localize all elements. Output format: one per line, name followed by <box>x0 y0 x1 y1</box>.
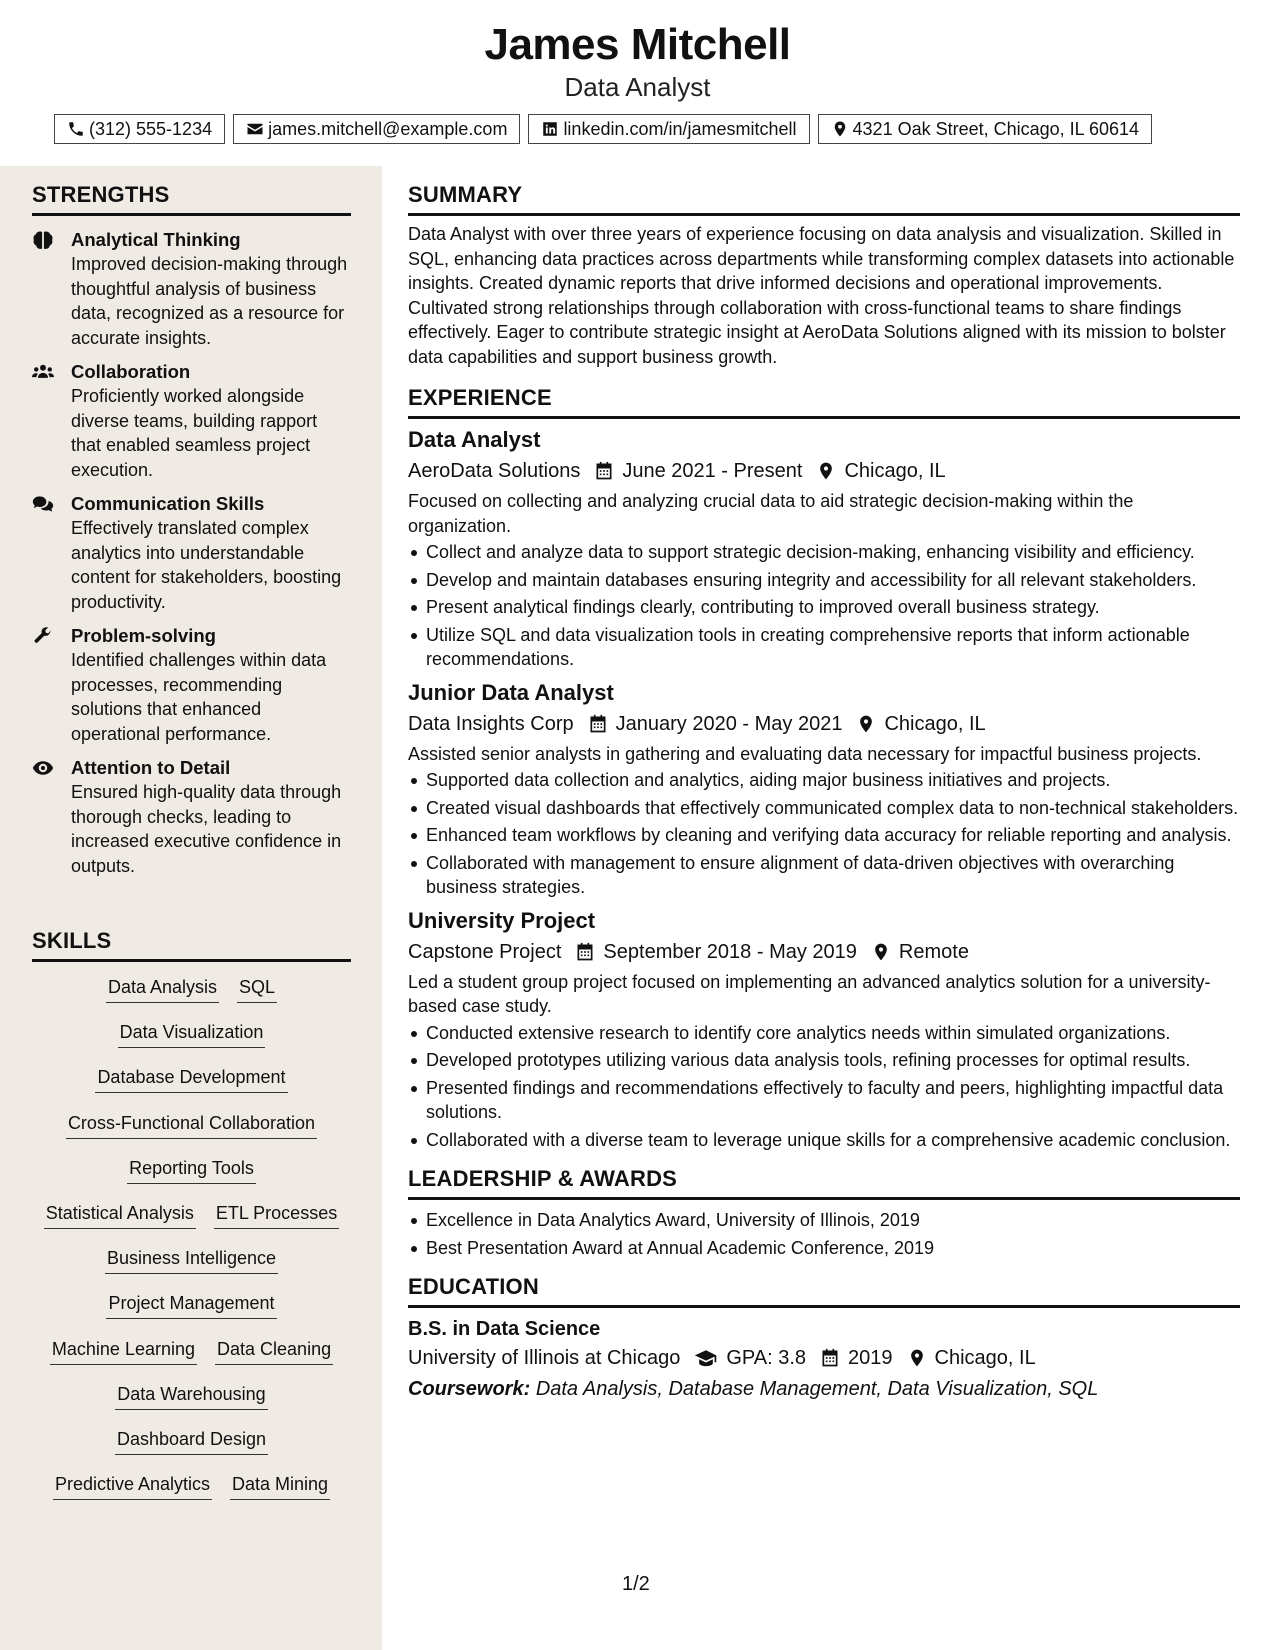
map-pin-icon <box>871 942 891 962</box>
strength-description: Identified challenges within data processes, recommending solutions that enhanced operational performance. <box>71 650 327 744</box>
strength-description: Proficiently worked alongside diverse teams, building rapport that enabled seamless project execution. <box>71 386 318 480</box>
skill-tag: ETL Processes <box>214 1202 339 1229</box>
job-summary: Assisted senior analysts in gathering and evaluating data necessary for impactful business projects. <box>408 743 1202 764</box>
strength-item <box>32 228 351 350</box>
strength-title: Problem-solving <box>71 625 216 646</box>
job-bullet: Created visual dashboards that effectively communicated complex data to non-technical stakeholders. <box>408 796 1240 821</box>
contact-linkedin[interactable] <box>528 114 809 144</box>
map-pin-icon <box>856 714 876 734</box>
candidate-name: James Mitchell <box>484 20 791 69</box>
degree: B.S. in Data Science <box>408 1318 601 1340</box>
job-dates: January 2020 - May 2021 <box>615 712 843 735</box>
skill-tag: Data Visualization <box>118 1021 266 1048</box>
job-bullet: Utilize SQL and data visualization tools in creating comprehensive reports that inform actionable recommendations. <box>408 623 1240 672</box>
job-location: Remote <box>898 940 969 963</box>
strength-title: Attention to Detail <box>71 757 231 778</box>
skills-heading: SKILLS <box>32 928 351 962</box>
job-meta <box>408 708 1240 740</box>
strength-item <box>32 624 351 746</box>
skills-section <box>32 928 351 1518</box>
education-meta <box>408 1342 1240 1374</box>
strength-description: Effectively translated complex analytics into understandable content for stakeholders, boosting productivity. <box>71 518 342 612</box>
contact-email-text: james.mitchell@example.com <box>268 118 508 139</box>
strength-description: Improved decision-making through thoughtful analysis of business data, recognized as a resource for accurate insights. <box>71 254 348 348</box>
education-heading: EDUCATION <box>408 1274 1240 1308</box>
job-summary: Focused on collecting and analyzing crucial data to aid strategic decision-making within the organization. <box>408 491 1134 536</box>
gpa: GPA: 3.8 <box>726 1347 807 1369</box>
skills-list <box>32 976 351 1518</box>
map-pin-icon <box>816 461 836 481</box>
candidate-role: Data Analyst <box>564 72 711 102</box>
job-bullet: Supported data collection and analytics, aiding major business initiatives and projects. <box>408 768 1240 793</box>
job-meta <box>408 936 1240 968</box>
job-bullet: Enhanced team workflows by cleaning and verifying data accuracy for reliable reporting and analysis. <box>408 823 1240 848</box>
skill-tag: Data Cleaning <box>215 1338 333 1365</box>
job-bullet: Developed prototypes utilizing various data analysis tools, refining processes for optimal results. <box>408 1048 1240 1073</box>
skill-tag: Machine Learning <box>50 1338 197 1365</box>
main-column <box>408 166 1240 1404</box>
linkedin-icon <box>541 120 559 138</box>
strength-title: Analytical Thinking <box>71 229 241 250</box>
calendar-icon <box>575 942 595 962</box>
skill-tag: Data Warehousing <box>115 1383 267 1410</box>
coursework <box>408 1374 1240 1404</box>
coursework-label: Coursework: <box>408 1378 531 1400</box>
strengths-section <box>32 182 351 878</box>
map-pin-icon <box>907 1348 927 1368</box>
award-item: Excellence in Data Analytics Award, University of Illinois, 2019 <box>408 1208 1240 1233</box>
strength-item <box>32 360 351 482</box>
strength-description: Ensured high-quality data through thorough checks, leading to increased executive confidence in outputs. <box>71 782 342 876</box>
skill-row <box>32 1338 351 1383</box>
job-bullet: Develop and maintain databases ensuring integrity and accessibility for all relevant stakeholders. <box>408 568 1240 593</box>
skill-row <box>32 1383 351 1428</box>
coursework-list: Data Analysis, Database Management, Data Visualization, SQL <box>535 1378 1099 1400</box>
job-title: Data Analyst <box>408 427 541 452</box>
job-title: University Project <box>408 907 596 933</box>
education-entry <box>408 1316 1240 1404</box>
job-company: Capstone Project <box>408 940 562 963</box>
skill-row <box>32 1112 351 1157</box>
job-bullet: Present analytical findings clearly, contributing to improved overall business strategy. <box>408 595 1240 620</box>
job-title: Junior Data Analyst <box>408 679 614 705</box>
skill-tag: Business Intelligence <box>105 1247 278 1274</box>
summary-heading: SUMMARY <box>408 182 1240 216</box>
map-pin-icon <box>831 120 849 138</box>
graduation-year: 2019 <box>848 1347 893 1369</box>
contact-address[interactable] <box>818 114 1153 144</box>
job-bullet: Collaborated with management to ensure alignment of data-driven objectives with overarching business strategies. <box>408 851 1240 900</box>
resume-header <box>0 0 1275 166</box>
contact-linkedin-text: linkedin.com/in/jamesmitchell <box>563 118 797 139</box>
skill-row <box>32 1292 351 1337</box>
skill-row <box>32 1247 351 1292</box>
job-meta <box>408 455 1240 487</box>
calendar-icon <box>820 1348 840 1368</box>
strength-item <box>32 492 351 614</box>
skill-tag: Database Development <box>95 1066 287 1093</box>
phone-icon <box>67 120 85 138</box>
job-dates: September 2018 - May 2019 <box>603 940 857 963</box>
skill-row <box>32 1473 351 1518</box>
graduation-cap-icon <box>694 1348 718 1368</box>
skill-row <box>32 1202 351 1247</box>
skill-tag: Predictive Analytics <box>53 1473 212 1500</box>
job-entry <box>408 906 1240 1153</box>
experience-heading: EXPERIENCE <box>408 385 1240 419</box>
job-bullets <box>408 1021 1240 1153</box>
users-icon <box>32 362 56 382</box>
awards-heading: LEADERSHIP & AWARDS <box>408 1166 1240 1200</box>
eye-icon <box>32 758 56 778</box>
job-company: Data Insights Corp <box>408 712 574 735</box>
summary-text: Data Analyst with over three years of experience focusing on data analysis and visualization. Skilled in SQL, enhancing data practices across departments while transforming complex datasets into actionable insights. Created dynamic reports that drive informed decisions and operational improvements. Cultivated strong relationships through collaboration with cross-functional teams to share findings effectively. Eager to contribute strategic insight at AeroData Solutions aligned with its mission to bolster data capabilities and support business growth. <box>408 224 1235 367</box>
skill-tag: Dashboard Design <box>115 1428 268 1455</box>
job-summary: Led a student group project focused on implementing an advanced analytics solution for a university-based case study. <box>408 971 1211 1016</box>
sidebar <box>0 166 382 1650</box>
job-location: Chicago, IL <box>844 460 946 482</box>
job-location: Chicago, IL <box>884 712 986 735</box>
skill-row <box>32 1157 351 1202</box>
awards-list <box>408 1208 1240 1260</box>
skill-row <box>32 1066 351 1111</box>
envelope-icon <box>246 120 264 138</box>
contact-bar <box>54 114 1152 144</box>
skill-tag: SQL <box>237 976 277 1003</box>
brain-icon <box>32 230 56 250</box>
job-company: AeroData Solutions <box>408 460 581 482</box>
calendar-icon <box>588 714 608 734</box>
skill-row <box>32 1021 351 1066</box>
skill-tag: Data Mining <box>230 1473 330 1500</box>
job-bullet: Collaborated with a diverse team to leverage unique skills for a comprehensive academic conclusion. <box>408 1128 1240 1153</box>
contact-phone[interactable] <box>54 114 225 144</box>
skill-row <box>32 1428 351 1473</box>
strength-title: Collaboration <box>71 361 191 382</box>
calendar-icon <box>594 461 614 481</box>
job-entry <box>408 425 1240 672</box>
job-bullets <box>408 768 1240 900</box>
comments-icon <box>32 494 56 514</box>
skill-tag: Project Management <box>106 1292 276 1319</box>
job-bullet: Presented findings and recommendations effectively to faculty and peers, highlighting impactful data solutions. <box>408 1076 1240 1125</box>
strengths-heading: STRENGTHS <box>32 182 351 216</box>
wrench-icon <box>32 626 56 646</box>
job-bullets <box>408 540 1240 672</box>
skill-tag: Statistical Analysis <box>44 1202 196 1229</box>
job-dates: June 2021 - Present <box>622 460 803 482</box>
strength-title: Communication Skills <box>71 493 265 514</box>
skill-tag: Reporting Tools <box>127 1157 256 1184</box>
award-item: Best Presentation Award at Annual Academic Conference, 2019 <box>408 1236 1240 1261</box>
job-bullet: Collect and analyze data to support strategic decision-making, enhancing visibility and efficiency. <box>408 540 1240 565</box>
skill-tag: Data Analysis <box>106 976 219 1003</box>
contact-email[interactable] <box>233 114 520 144</box>
page-number: 1/2 <box>622 1573 650 1595</box>
skill-tag: Cross-Functional Collaboration <box>66 1112 317 1139</box>
skill-row <box>32 976 351 1021</box>
strength-item <box>32 756 351 878</box>
school: University of Illinois at Chicago <box>408 1347 681 1369</box>
contact-phone-text: (312) 555-1234 <box>89 118 213 139</box>
job-entry <box>408 678 1240 900</box>
education-location: Chicago, IL <box>934 1347 1036 1369</box>
contact-address-text: 4321 Oak Street, Chicago, IL 60614 <box>852 118 1140 139</box>
job-bullet: Conducted extensive research to identify core analytics needs within simulated organizations. <box>408 1021 1240 1046</box>
